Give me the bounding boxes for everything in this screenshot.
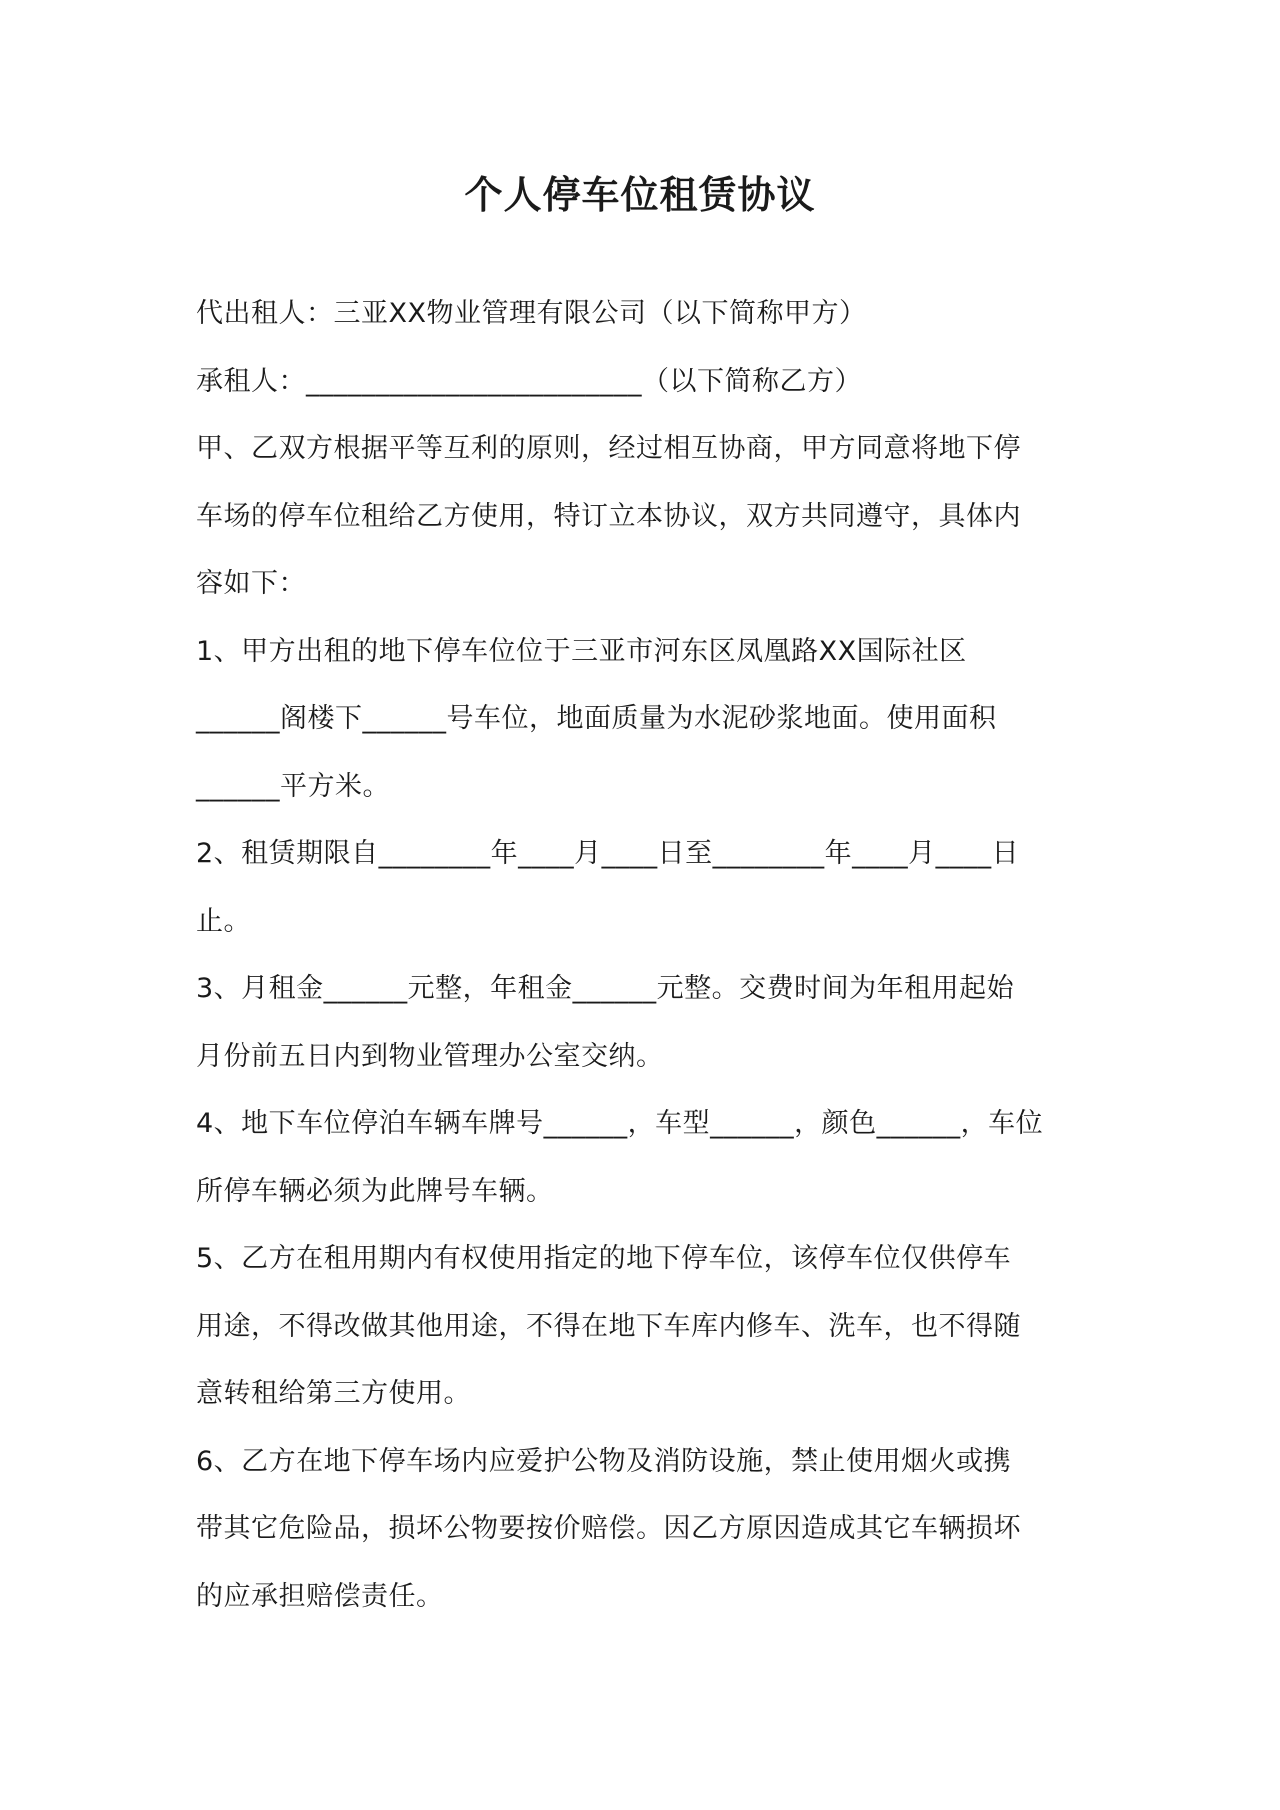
text-line: 5、乙方在租用期内有权使用指定的地下停车位，该停车位仅供停车	[196, 1243, 1012, 1274]
lessor-line	[196, 280, 1096, 348]
clause-2-line	[196, 888, 1096, 956]
preamble-line	[196, 483, 1096, 551]
text-line: 6、乙方在地下停车场内应爱护公物及消防设施，禁止使用烟火或携	[196, 1445, 1012, 1477]
text-line: 止。	[196, 905, 251, 937]
text-line: 代出租人：三亚XX物业管理有限公司（以下简称甲方）	[196, 298, 867, 329]
clause-5-line	[196, 1360, 1096, 1428]
text-line: 4、地下车位停泊车辆车牌号______，车型______，颜色______，车位	[196, 1108, 1044, 1139]
clause-2-line	[196, 820, 1096, 888]
text-line: 容如下：	[196, 568, 306, 599]
preamble-line	[196, 415, 1096, 483]
clause-5-line	[196, 1293, 1096, 1361]
clause-6-line	[196, 1495, 1096, 1563]
clause-6-line	[196, 1428, 1096, 1496]
text-line: 2、租赁期限自________年____月____日至________年____月____日	[196, 838, 1020, 869]
text-line: 甲、乙双方根据平等互利的原则，经过相互协商，甲方同意将地下停	[196, 433, 1021, 464]
clause-3-line	[196, 955, 1096, 1023]
document-body	[196, 280, 1096, 1630]
lessee-line	[196, 348, 1096, 416]
document-title: 个人停车位租赁协议	[464, 172, 816, 217]
text-line: 3、月租金______元整，年租金______元整。交费时间为年租用起始	[196, 973, 1015, 1004]
text-line: ______阁楼下______号车位，地面质量为水泥砂浆地面。使用面积	[196, 703, 997, 734]
text-line: 用途，不得改做其他用途，不得在地下车库内修车、洗车，也不得随	[196, 1310, 1021, 1342]
text-line: 车场的停车位租给乙方使用，特订立本协议，双方共同遵守，具体内	[196, 500, 1021, 532]
clause-1-line	[196, 753, 1096, 821]
text-line: 承租人：________________________（以下简称乙方）	[196, 365, 862, 397]
clause-6-line	[196, 1563, 1096, 1631]
clause-4-line	[196, 1158, 1096, 1226]
preamble-line	[196, 550, 1096, 618]
clause-1-line	[196, 618, 1096, 686]
text-line: ______平方米。	[196, 770, 390, 802]
text-line: 所停车辆必须为此牌号车辆。	[196, 1175, 554, 1207]
text-line: 的应承担赔偿责任。	[196, 1580, 444, 1612]
clause-3-line	[196, 1023, 1096, 1091]
text-line: 月份前五日内到物业管理办公室交纳。	[196, 1040, 664, 1072]
text-line: 意转租给第三方使用。	[196, 1378, 471, 1409]
clause-5-line	[196, 1225, 1096, 1293]
clause-4-line	[196, 1090, 1096, 1158]
clause-1-line	[196, 685, 1096, 753]
text-line: 带其它危险品，损坏公物要按价赔偿。因乙方原因造成其它车辆损坏	[196, 1513, 1021, 1544]
text-line: 1、甲方出租的地下停车位位于三亚市河东区凤凰路XX国际社区	[196, 635, 967, 667]
